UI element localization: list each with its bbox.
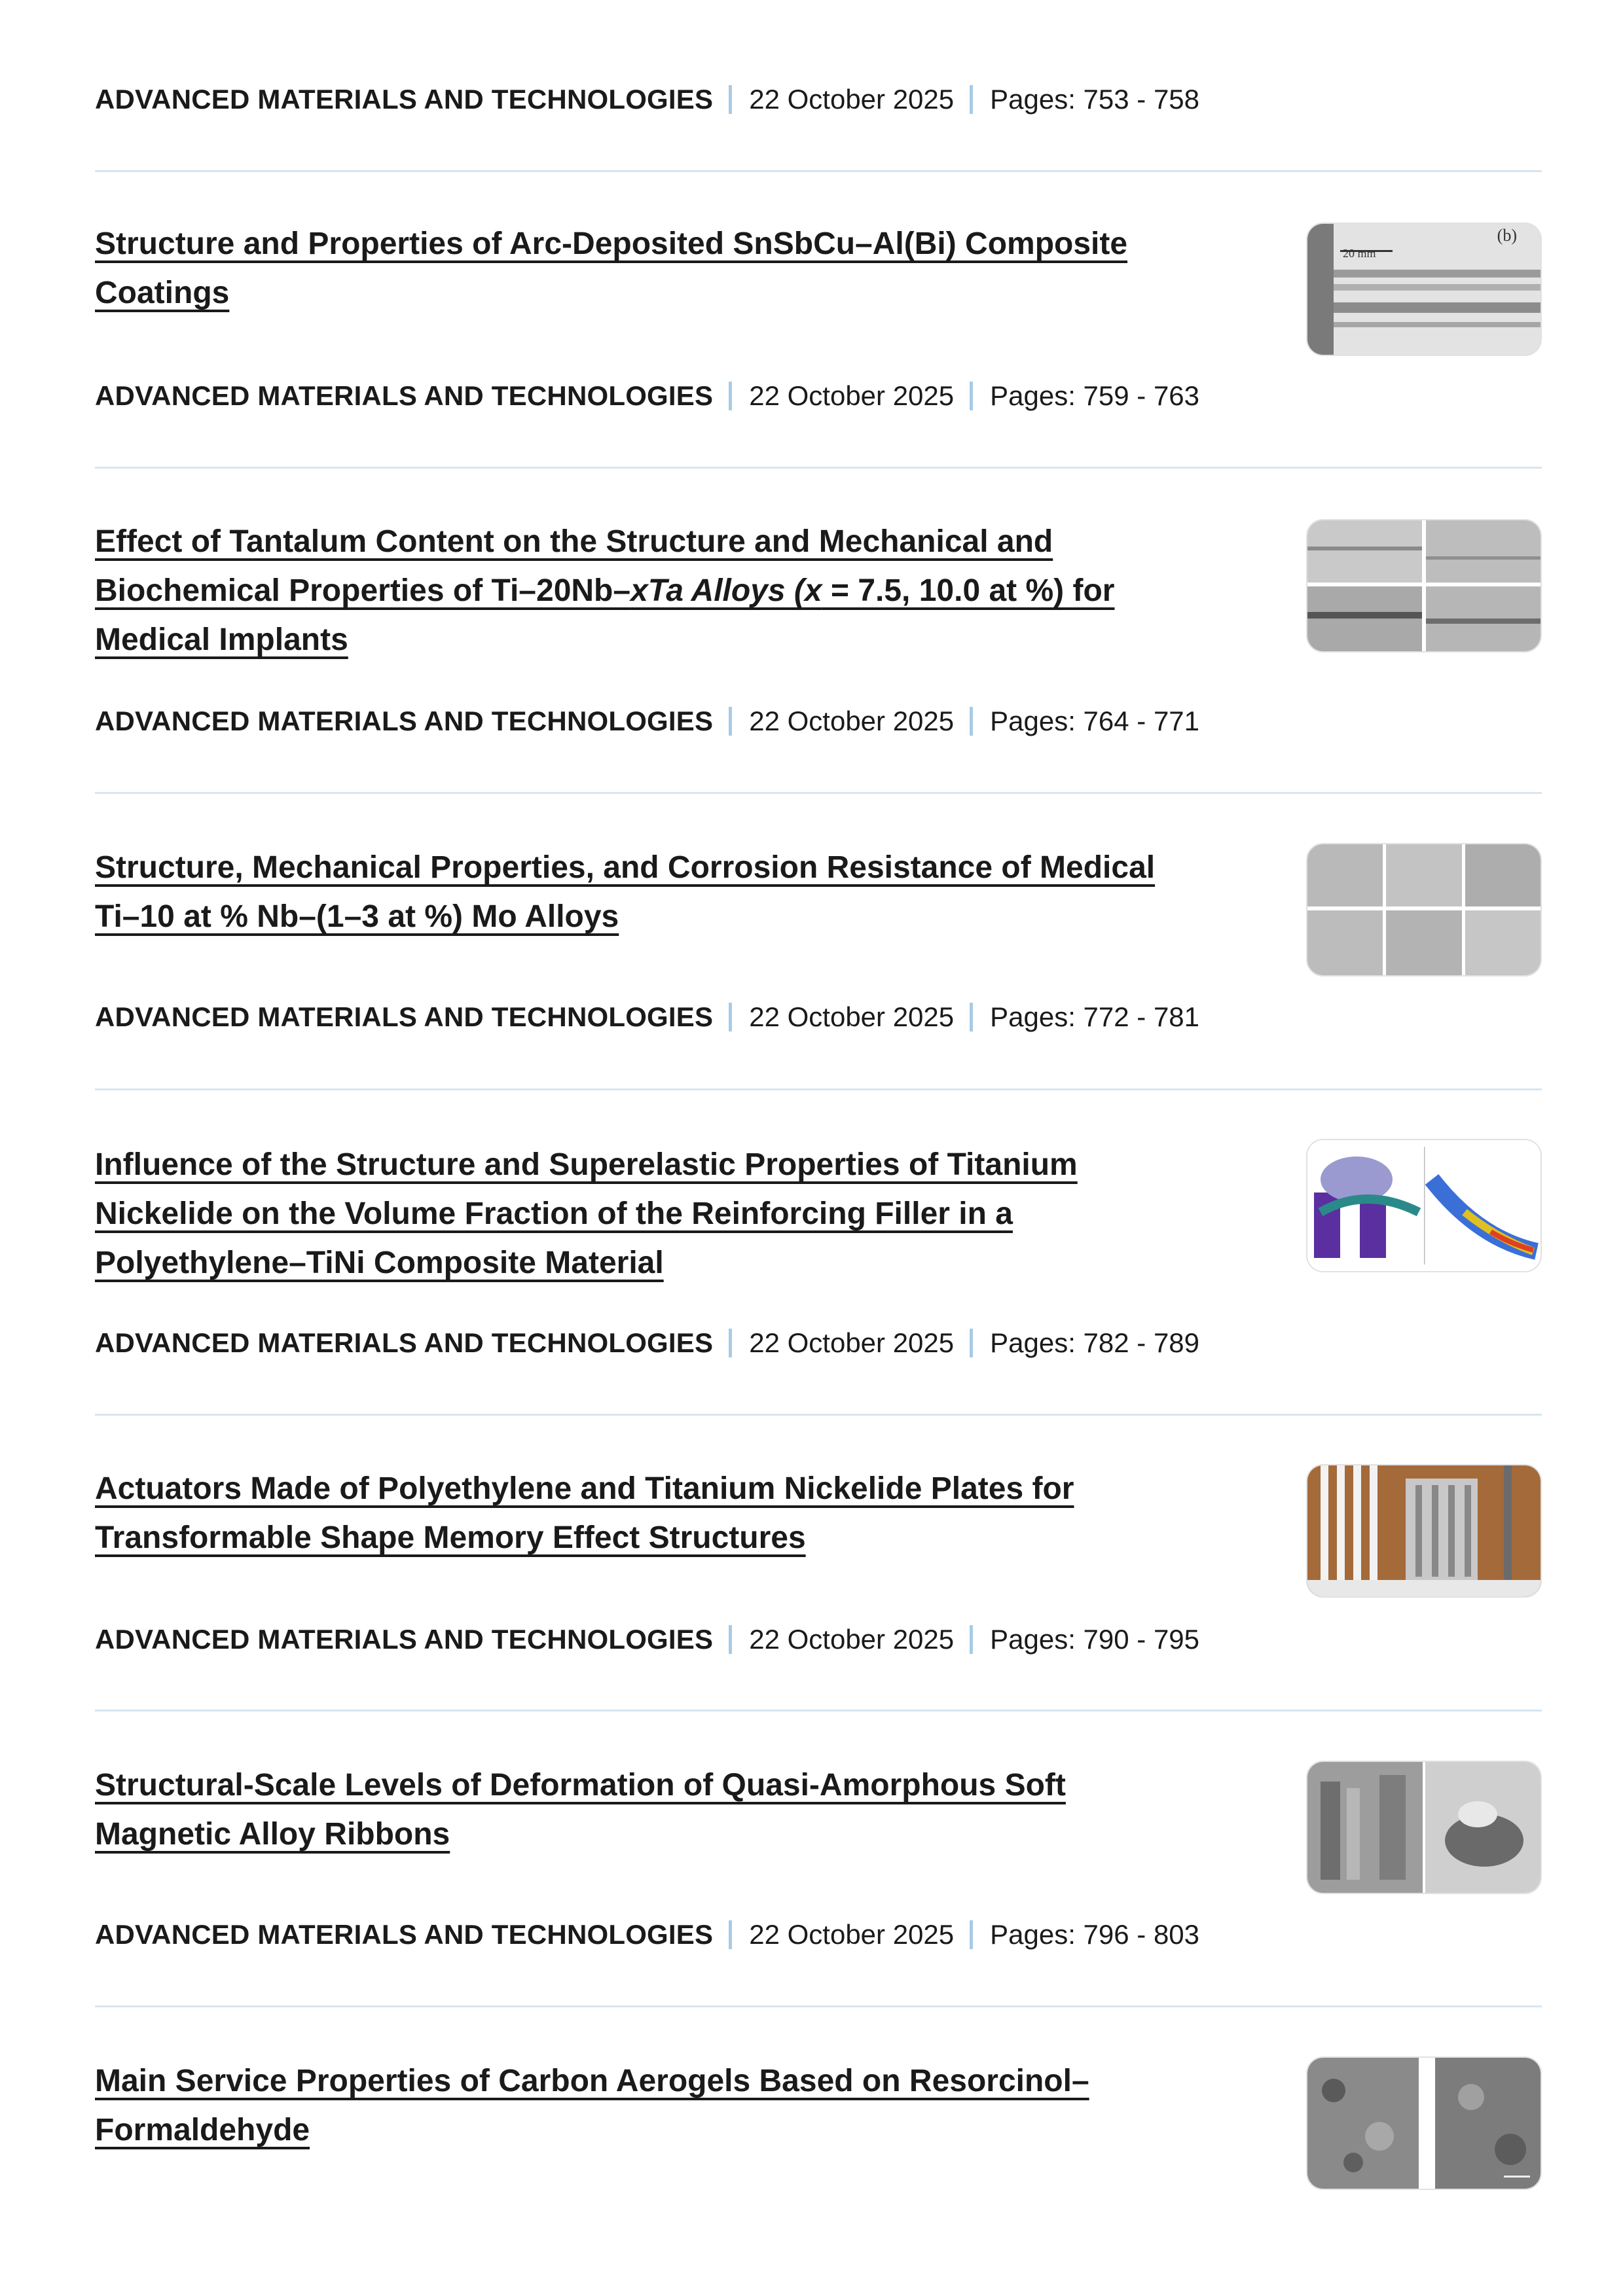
meta-separator — [729, 1920, 732, 1949]
article-item — [95, 843, 1542, 941]
article-item — [95, 1140, 1542, 1287]
article-meta — [95, 702, 1199, 741]
article-title[interactable] — [95, 517, 1247, 664]
article-title[interactable] — [95, 1464, 1247, 1562]
divider — [95, 1710, 1542, 1712]
meta-separator — [729, 85, 732, 114]
article-title-line[interactable]: Polyethylene–TiNi Composite Material — [95, 1246, 664, 1280]
meta-separator — [729, 382, 732, 410]
page-range: Pages: 764 - 771 — [990, 706, 1200, 736]
article-thumbnail[interactable] — [1306, 519, 1542, 653]
article-title-line[interactable]: Structural-Scale Levels of Deformation of Quasi-Amorphous Soft — [95, 1768, 1066, 1803]
article-title-line[interactable]: Structure and Properties of Arc-Deposited SnSbCu–Al(Bi) Composite — [95, 226, 1128, 261]
figure-image — [1307, 520, 1541, 651]
article-thumbnail[interactable] — [1306, 843, 1542, 977]
publication-date: 22 October 2025 — [749, 706, 955, 736]
journal-name[interactable]: ADVANCED MATERIALS AND TECHNOLOGIES — [95, 1327, 714, 1358]
page-range: Pages: 759 - 763 — [990, 380, 1200, 411]
meta-separator — [729, 1003, 732, 1031]
meta-separator — [970, 85, 973, 114]
figure-scale-label: 20 mm — [1343, 247, 1376, 260]
article-thumbnail[interactable] — [1306, 2056, 1542, 2190]
journal-name[interactable]: ADVANCED MATERIALS AND TECHNOLOGIES — [95, 84, 714, 115]
figure-image — [1307, 1762, 1541, 1893]
meta-separator — [970, 707, 973, 736]
meta-separator — [729, 1625, 732, 1654]
article-item — [95, 517, 1542, 664]
meta-separator — [970, 1329, 973, 1357]
article-meta — [95, 997, 1199, 1037]
meta-separator — [970, 382, 973, 410]
article-item — [95, 1464, 1542, 1562]
page-range: Pages: 796 - 803 — [990, 1919, 1200, 1950]
article-title-line[interactable]: Main Service Properties of Carbon Aerogels Based on Resorcinol– — [95, 2064, 1089, 2098]
page-range: Pages: 753 - 758 — [990, 84, 1200, 115]
journal-name[interactable]: ADVANCED MATERIALS AND TECHNOLOGIES — [95, 1001, 714, 1032]
publication-date: 22 October 2025 — [749, 1327, 955, 1358]
article-title-line[interactable]: Magnetic Alloy Ribbons — [95, 1817, 450, 1852]
divider — [95, 1088, 1542, 1090]
journal-name[interactable]: ADVANCED MATERIALS AND TECHNOLOGIES — [95, 1624, 714, 1655]
publication-date: 22 October 2025 — [749, 1919, 955, 1950]
article-thumbnail[interactable] — [1306, 1139, 1542, 1272]
journal-name[interactable]: ADVANCED MATERIALS AND TECHNOLOGIES — [95, 706, 714, 736]
article-thumbnail[interactable] — [1306, 1761, 1542, 1894]
divider — [95, 467, 1542, 469]
article-title-line[interactable]: Influence of the Structure and Superelastic Properties of Titanium — [95, 1147, 1078, 1182]
article-title[interactable] — [95, 2056, 1247, 2155]
publication-date: 22 October 2025 — [749, 1001, 955, 1032]
publication-date: 22 October 2025 — [749, 84, 955, 115]
journal-name[interactable]: ADVANCED MATERIALS AND TECHNOLOGIES — [95, 380, 714, 411]
article-title-line[interactable]: Nickelide on the Volume Fraction of the Reinforcing Filler in a — [95, 1196, 1013, 1231]
divider — [95, 792, 1542, 794]
article-item — [95, 1761, 1542, 1859]
article-title-line[interactable]: Medical Implants — [95, 622, 348, 657]
meta-separator — [729, 1329, 732, 1357]
figure-image — [1307, 2058, 1541, 2189]
article-item — [95, 219, 1542, 317]
article-title[interactable] — [95, 1140, 1247, 1287]
figure-image — [1307, 1140, 1541, 1271]
publication-date: 22 October 2025 — [749, 1624, 955, 1655]
article-title-line[interactable]: Actuators Made of Polyethylene and Titanium Nickelide Plates for — [95, 1471, 1074, 1506]
article-title-line[interactable]: Ti–10 at % Nb–(1–3 at %) Mo Alloys — [95, 899, 619, 934]
meta-separator — [970, 1920, 973, 1949]
article-meta — [95, 376, 1199, 416]
publication-date: 22 October 2025 — [749, 380, 955, 411]
figure-image — [1307, 844, 1541, 975]
article-title-line[interactable]: Biochemical Properties of Ti–20Nb–xTa Alloys (x = 7.5, 10.0 at %) for — [95, 573, 1115, 608]
article-title[interactable] — [95, 1761, 1247, 1859]
divider — [95, 1414, 1542, 1416]
article-title-line[interactable]: Transformable Shape Memory Effect Structures — [95, 1520, 806, 1555]
figure-image — [1307, 1465, 1541, 1596]
divider — [95, 170, 1542, 172]
article-item — [95, 2056, 1542, 2155]
journal-name[interactable]: ADVANCED MATERIALS AND TECHNOLOGIES — [95, 1919, 714, 1950]
page-range: Pages: 782 - 789 — [990, 1327, 1200, 1358]
article-meta — [95, 1323, 1199, 1363]
page-range: Pages: 790 - 795 — [990, 1624, 1200, 1655]
page-range: Pages: 772 - 781 — [990, 1001, 1200, 1032]
figure-label: (b) — [1497, 226, 1517, 245]
article-title-line[interactable]: Structure, Mechanical Properties, and Corrosion Resistance of Medical — [95, 850, 1156, 885]
article-thumbnail[interactable] — [1306, 1464, 1542, 1598]
article-title-line[interactable]: Effect of Tantalum Content on the Structure and Mechanical and — [95, 524, 1053, 559]
article-title[interactable] — [95, 843, 1247, 941]
meta-separator — [970, 1625, 973, 1654]
meta-separator — [970, 1003, 973, 1031]
article-title-line[interactable]: Coatings — [95, 276, 230, 310]
meta-separator — [729, 707, 732, 736]
divider — [95, 2005, 1542, 2007]
article-meta — [95, 80, 1199, 119]
article-title-line[interactable]: Formaldehyde — [95, 2113, 310, 2147]
article-meta — [95, 1915, 1199, 1954]
article-title[interactable] — [95, 219, 1247, 317]
article-meta — [95, 1620, 1199, 1659]
